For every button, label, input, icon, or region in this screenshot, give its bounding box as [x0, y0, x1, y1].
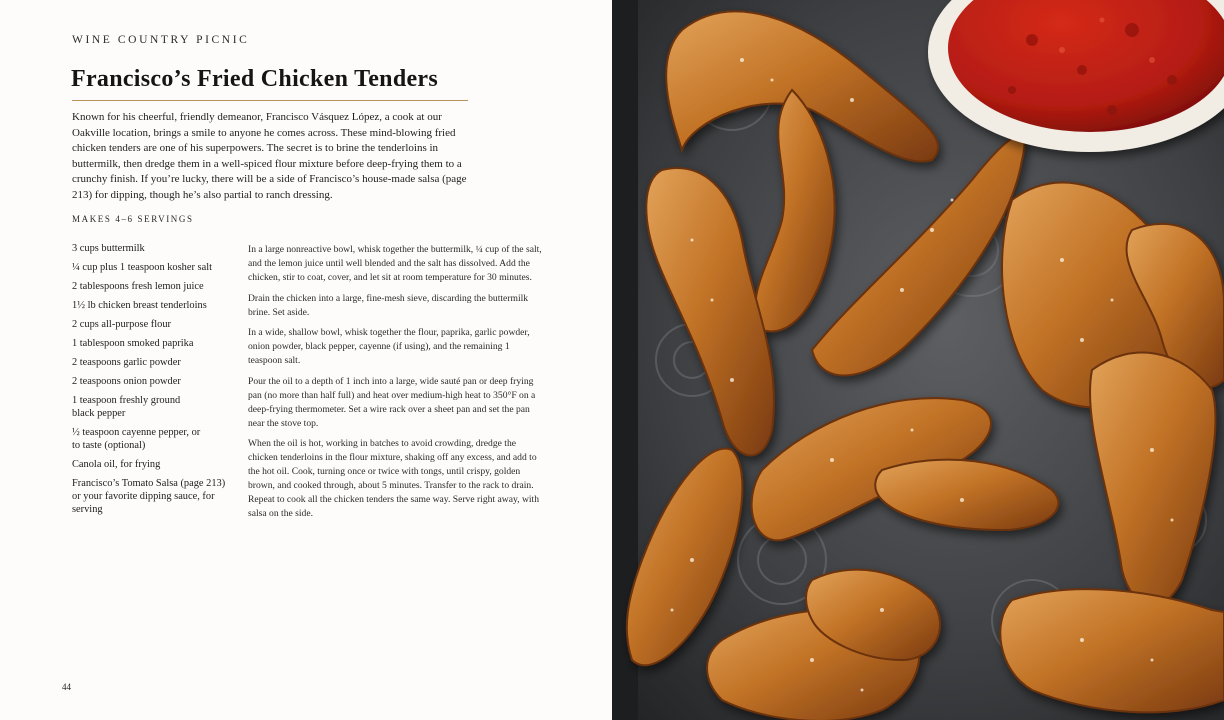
- recipe-yield: MAKES 4–6 SERVINGS: [72, 214, 194, 224]
- ingredient-item: 1 teaspoon freshly ground black pepper: [72, 395, 181, 419]
- ingredient-item: 2 teaspoons onion powder: [72, 376, 181, 387]
- fried-chicken-photo: [612, 0, 1224, 720]
- ingredient-item: Francisco’s Tomato Salsa (page 213) or your favorite dipping sauce, for serving: [72, 478, 226, 515]
- ingredient-item: 2 teaspoons garlic powder: [72, 357, 181, 368]
- ingredient-item: 3 cups buttermilk: [72, 243, 145, 254]
- right-page: [612, 0, 1224, 720]
- ingredient-list: [72, 242, 237, 522]
- ingredient-item: 1 tablespoon smoked paprika: [72, 338, 194, 349]
- recipe-intro: Known for his cheerful, friendly demeanor, Francisco Vásquez López, a cook at our Oakville location, brings a smile to anyone he comes across. These mind-blowing fried chicken tenders are one of his superpowers. The secret is to brine the tenderloins in buttermilk, then dredge them in a well-spiced flour mixture before deep-frying them to a crunchy finish. If you’re lucky, there will be a side of Francisco’s house-made salsa (page 213) for dipping, though he’s also partial to ranch dressing.: [72, 111, 467, 201]
- title-rule: [72, 100, 468, 101]
- method-steps: [248, 243, 544, 528]
- method-step: Drain the chicken into a large, fine-mesh sieve, discarding the buttermilk brine. Set aside.: [248, 292, 529, 318]
- section-header: WINE COUNTRY PICNIC: [72, 34, 250, 46]
- ingredient-item: 2 cups all-purpose flour: [72, 319, 171, 330]
- ingredient-item: 1½ lb chicken breast tenderloins: [72, 300, 207, 311]
- ingredient-item: ¼ cup plus 1 teaspoon kosher salt: [72, 262, 212, 273]
- method-step: When the oil is hot, working in batches to avoid crowding, dredge the chicken tenderloins in the flour mixture, shaking off any excess, and add to the hot oil. Cook, turning once or twice with tongs, until crispy, golden brown, and cooked through, about 5 minutes. Transfer to the rack to drain. Repeat to cook all the chicken tenders the same way. Serve right away, with salsa on the side.: [248, 438, 539, 519]
- ingredient-item: Canola oil, for frying: [72, 459, 161, 470]
- page-number: 44: [62, 682, 71, 692]
- ingredient-item: ½ teaspoon cayenne pepper, or to taste (optional): [72, 427, 201, 451]
- method-step: In a large nonreactive bowl, whisk together the buttermilk, ¼ cup of the salt, and the lemon juice until well blended and the salt has dissolved. Add the chicken, stir to coat, cover, and let sit at room temperature for 30 minutes.: [248, 244, 542, 283]
- method-step: Pour the oil to a depth of 1 inch into a large, wide sauté pan or deep frying pan (no more than half full) and heat over medium-high heat to 350°F on a deep-frying thermometer. Set a wire rack over a sheet pan and set the pan near the stove top.: [248, 375, 536, 429]
- recipe-title: Francisco’s Fried Chicken Tenders: [71, 66, 439, 92]
- ingredient-item: 2 tablespoons fresh lemon juice: [72, 281, 204, 292]
- method-step: In a wide, shallow bowl, whisk together the flour, paprika, garlic powder, onion powder, black pepper, cayenne (if using), and the remaining 1 teaspoon salt.: [248, 327, 530, 366]
